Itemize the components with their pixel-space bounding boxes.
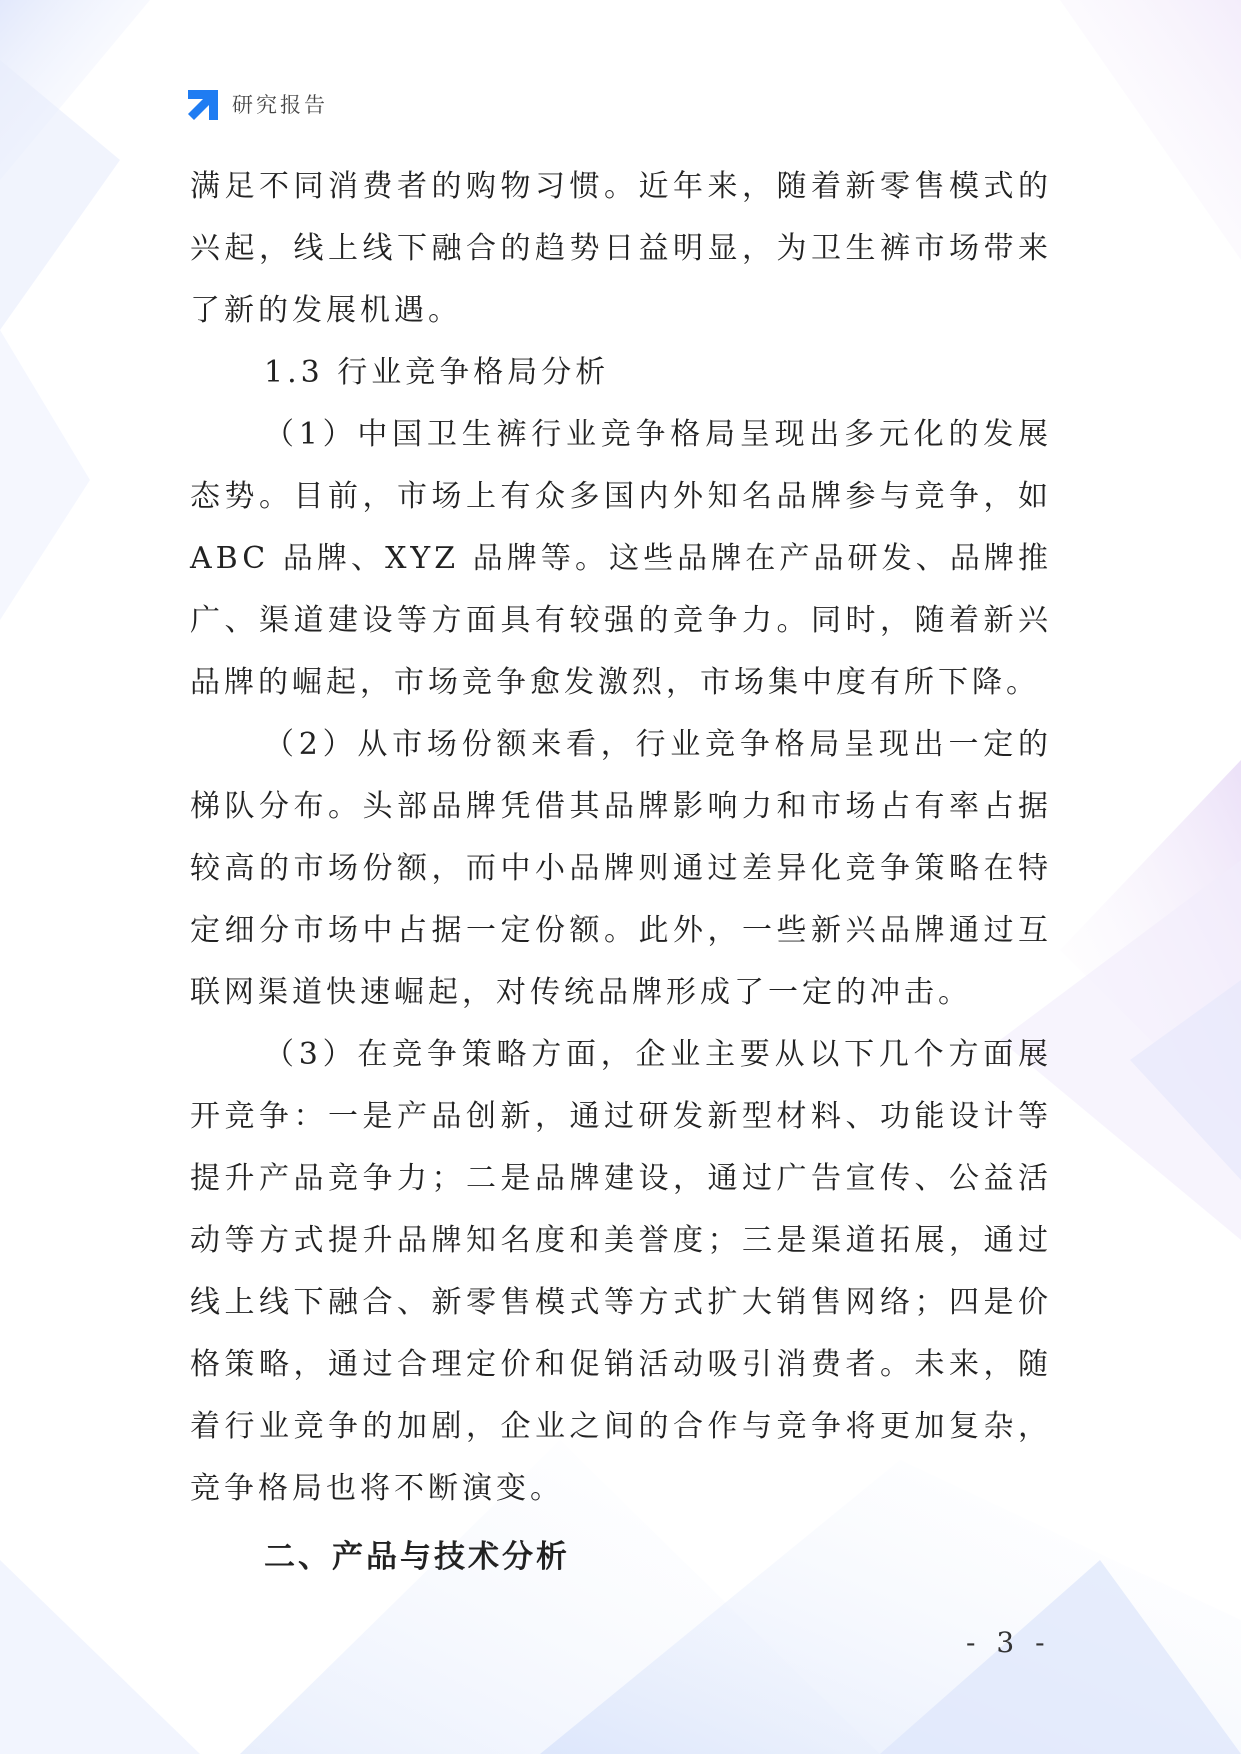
report-header xyxy=(186,86,328,122)
paragraph-2: （2）从市场份额来看，行业竞争格局呈现出一定的梯队分布。头部品牌凭借其品牌影响力和市场占有率占据较高的市场份额，而中小品牌则通过差异化竞争策略在特定细分市场中占据一定份额。此外，一些新兴品牌通过互联网渠道快速崛起，对传统品牌形成了一定的冲击。 xyxy=(190,727,1052,1010)
paragraph-3: （3）在竞争策略方面，企业主要从以下几个方面展开竞争：一是产品创新，通过研发新型材料、功能设计等提升产品竞争力；二是品牌建设，通过广告宣传、公益活动等方式提升品牌知名度和美誉度；三是渠道拓展，通过线上线下融合、新零售模式等方式扩大销售网络；四是价格策略，通过合理定价和促销活动吸引消费者。未来，随着行业竞争的加剧，企业之间的合作与竞争将更加复杂，竞争格局也将不断演变。 xyxy=(190,1037,1052,1506)
document-body xyxy=(190,156,1052,1588)
page-number: - 3 - xyxy=(966,1626,1051,1659)
arrow-up-right-icon xyxy=(186,86,222,122)
section-title: 二、产品与技术分析 xyxy=(264,1539,570,1575)
paragraph-continuation: 满足不同消费者的购物习惯。近年来，随着新零售模式的兴起，线上线下融合的趋势日益明显，为卫生裤市场带来了新的发展机遇。 xyxy=(190,169,1052,328)
subsection-heading: 1.3 行业竞争格局分析 xyxy=(264,355,610,390)
header-title: 研究报告 xyxy=(232,93,328,117)
paragraph-1: （1）中国卫生裤行业竞争格局呈现出多元化的发展态势。目前，市场上有众多国内外知名品牌参与竞争，如 ABC 品牌、XYZ 品牌等。这些品牌在产品研发、品牌推广、渠道建设等方面具有较强的竞争力。同时，随着新兴品牌的崛起，市场竞争愈发激烈，市场集中度有所下降。 xyxy=(190,417,1052,700)
